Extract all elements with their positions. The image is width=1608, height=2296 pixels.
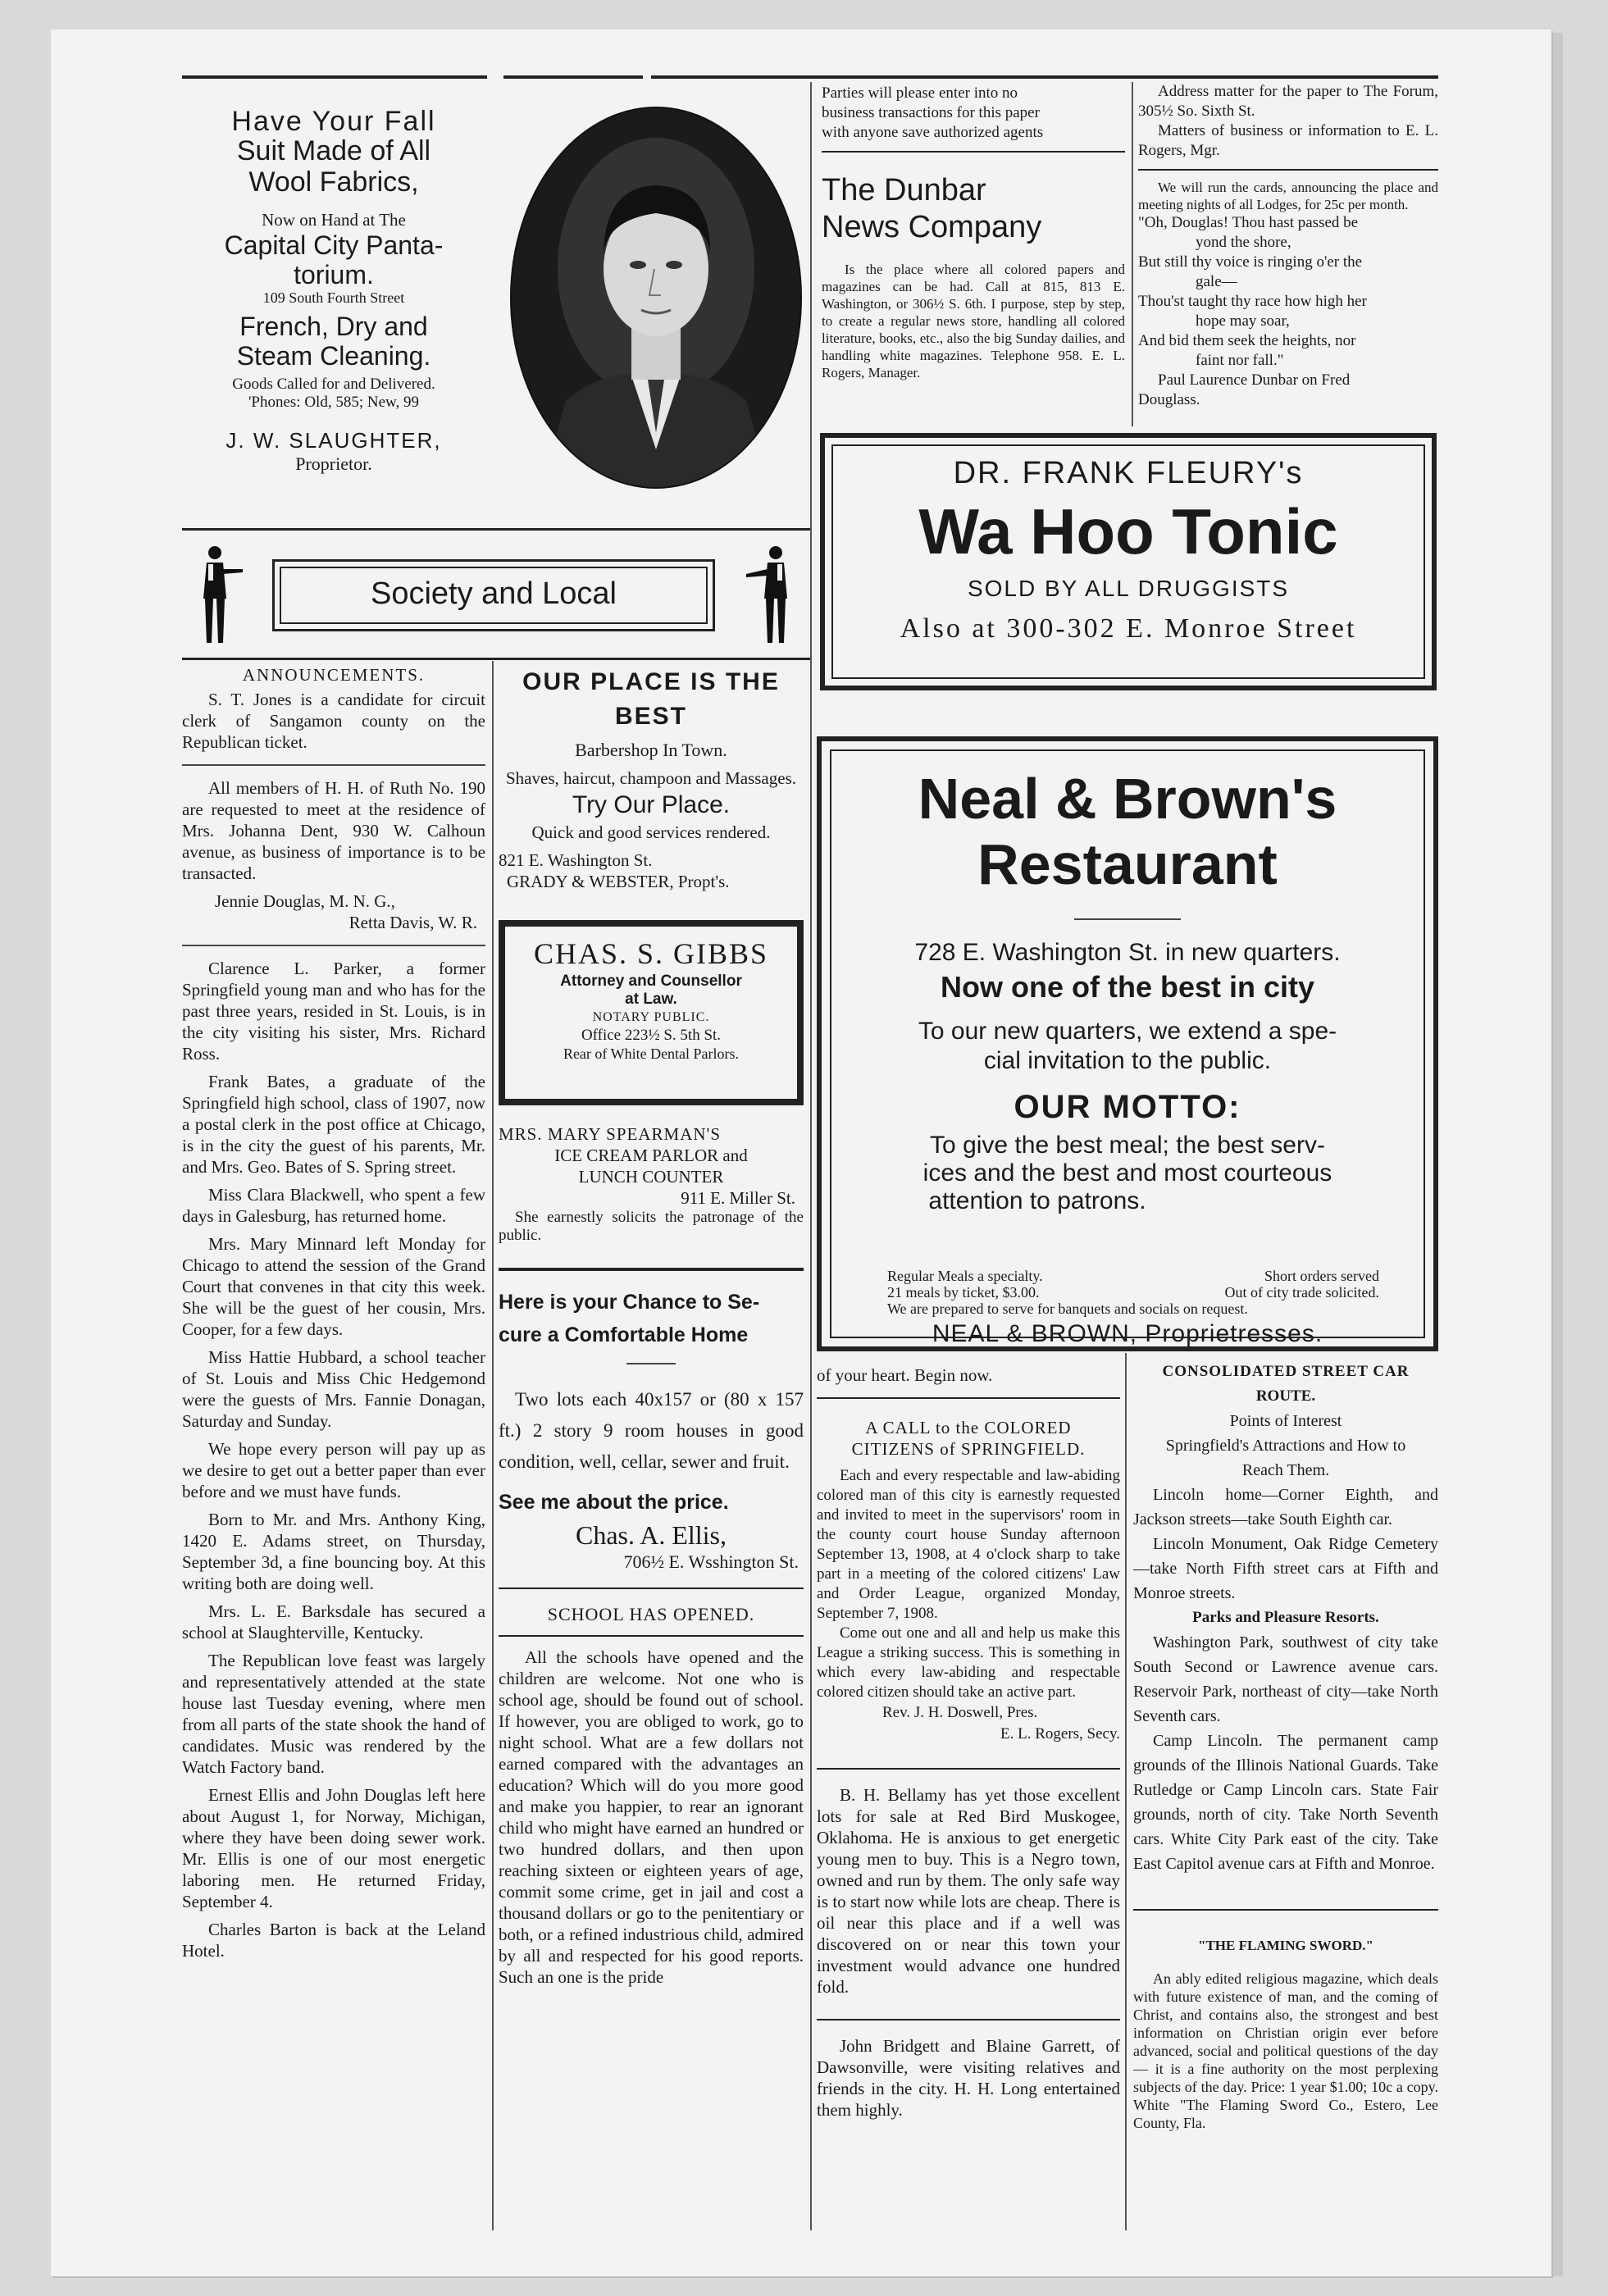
restaurant-motto1: To give the best meal; the best serv- (930, 1132, 1325, 1159)
third-rule2 (817, 1768, 1120, 1770)
ad-services2: Steam Cleaning. (236, 341, 431, 371)
try-line: Try Our Place. (572, 791, 731, 818)
restaurant-small (887, 1268, 1379, 1317)
poem-line8: faint nor fall." (1196, 352, 1284, 369)
middle-rule1 (499, 1268, 804, 1271)
barber-addr: 821 E. Washington St. (499, 850, 653, 870)
restaurant-now: Now one of the best in city (940, 970, 1315, 1004)
restaurant-invite2: cial invitation to the public. (983, 1047, 1272, 1074)
ad-company2: torium. (294, 260, 374, 289)
top-rule-left (182, 75, 487, 79)
call-heading: A CALL to the COLORED CITIZENS of SPRINGFIELD. (851, 1418, 1086, 1459)
tonic-ad (820, 433, 1437, 690)
streetcar-sub2: Springfield's Attractions and How to (1165, 1437, 1406, 1455)
society-sep2 (182, 945, 485, 946)
lots-text: Two lots each 40x157 or (80 x 157 ft.) 2 story 9 room houses in good condition, well, cellar, sewer and fruit. (499, 1389, 804, 1472)
forum-rule (1138, 169, 1438, 171)
society-sep1 (182, 764, 485, 766)
gibbs-title2: at Law. (625, 991, 677, 1008)
ad-goods2: 'Phones: Old, 585; New, 99 (248, 394, 420, 411)
dunbar-body: Is the place where all colored papers and magazines can be had. Call at 815, 813 E. Washington, or 306½ S. 6th. I purpose, step by step, to create a regular news store, handling all colored literature, books, etc., also the big Sunday dailies, and handling white magazines. Telephone 958. E. L. Rogers, Manager. (822, 262, 1125, 380)
gibbs-name: CHAS. S. GIBBS (533, 937, 769, 970)
page-edge (1551, 33, 1563, 2276)
parks-heading: Parks and Pleasure Resorts. (1192, 1609, 1379, 1626)
bellamy-item: B. H. Bellamy has yet those excellent lots for sale at Red Bird Muskogee, Oklahoma. He is anxious to get energetic young men to buy. This is a Negro town, owned and run by them. The only safe way is to start now while lots are cheap. There is oil near this place and if a well was discovered on or near this town your investment would advance one hundred fold. (817, 1785, 1120, 1997)
restaurant-reg4: Out of city trade solicited. (1224, 1284, 1379, 1301)
quick-line: Quick and good services rendered. (531, 822, 771, 842)
call-text2: Come out one and all and help us make this League a striking success. This is something in which every law-abiding and respectable colored citizen should take an active part. (817, 1624, 1120, 1701)
restaurant-rule1 (1074, 918, 1181, 920)
call-sig2: E. L. Rogers, Secy. (1000, 1725, 1120, 1742)
notice-rule (822, 151, 1125, 153)
restaurant-reg5: We are prepared to serve for banquets and socials on request. (887, 1301, 1248, 1317)
ad-address: 109 South Fourth Street (262, 289, 405, 306)
notice-line2: business transactions for this paper (822, 104, 1040, 121)
tonic-line3: SOLD BY ALL DRUGGISTS (967, 576, 1290, 601)
tonic-line2: Wa Hoo Tonic (918, 495, 1338, 567)
gibbs-right-bar (789, 927, 804, 1099)
ad-owner-title: Proprietor. (295, 453, 372, 474)
king-item: Born to Mr. and Mrs. Anthony King, 1420 E. Adams street, on Thursday, September 3d, a fine bouncing boy. At this writing both are doing well. (182, 1510, 485, 1593)
place-line2: BEST (614, 703, 687, 730)
restaurant-title1: Neal & Brown's (918, 767, 1337, 831)
ad-now-on-hand: Now on Hand at The (262, 210, 406, 230)
ad-line3: Wool Fabrics, (248, 166, 419, 198)
poem-line7: And bid them seek the heights, nor (1138, 332, 1356, 349)
restaurant-ad-text (822, 766, 1433, 1347)
restaurant-reg3: 21 meals by ticket, $3.00. (887, 1284, 1040, 1301)
lincoln-home: Lincoln home—Corner Eighth, and Jackson streets—take South Eighth car. (1133, 1486, 1438, 1528)
fourth-column (1133, 1360, 1438, 2132)
ruth-item: All members of H. H. of Ruth No. 190 are requested to meet at the residence of Mrs. Johanna Dent, 930 W. Calhoun avenue, as business of importance is to be transacted. (182, 778, 485, 883)
streetcar-sub1: Points of Interest (1229, 1412, 1342, 1430)
society-title-box (272, 559, 715, 631)
ruth-sign2: Retta Davis, W. R. (348, 913, 477, 932)
gibbs-notary: NOTARY PUBLIC. (592, 1010, 710, 1024)
ad-company1: Capital City Panta- (224, 230, 444, 260)
middle-column (499, 666, 804, 1988)
spearman-line3: LUNCH COUNTER (578, 1167, 724, 1187)
forum-p1: Address matter for the paper to The Forum, 305½ So. Sixth St. (1138, 83, 1438, 120)
bates-item: Frank Bates, a graduate of the Springfield high school, class of 1907, now a postal clerk in the post office at Chicago, is in the city the guest of his parents, Mr. and Mrs. Geo. Bates of S. Spring street. (182, 1072, 485, 1177)
shaves-line: Shaves, haircut, champoon and Massages. (506, 768, 796, 788)
portrait-photo (508, 105, 804, 490)
col-divider-3 (1125, 1353, 1127, 2230)
poem-line4: gale— (1196, 273, 1237, 290)
place-line1: OUR PLACE IS THE (522, 668, 780, 695)
sword-heading: "THE FLAMING SWORD." (1198, 1938, 1373, 1953)
restaurant-addr: 728 E. Washington St. in new quarters. (914, 939, 1341, 966)
streetcar-heading2: ROUTE. (1255, 1387, 1316, 1405)
middle-rule3 (499, 1635, 804, 1637)
ad-services1: French, Dry and (239, 312, 428, 341)
spearman-line2: ICE CREAM PARLOR and (554, 1146, 748, 1165)
forum-p2: Matters of business or information to E. L. Rogers, Mgr. (1138, 122, 1438, 159)
chas-ellis: Chas. A. Ellis, (575, 1520, 727, 1550)
restaurant-motto: OUR MOTTO: (1014, 1089, 1241, 1125)
school-heading: SCHOOL HAS OPENED. (547, 1604, 755, 1624)
restaurant-motto2: ices and the best and most courteous (922, 1159, 1332, 1187)
blackwell-item: Miss Clara Blackwell, who spent a few days in Galesburg, has returned home. (182, 1185, 485, 1226)
streetcar-heading1: CONSOLIDATED STREET CAR (1162, 1363, 1410, 1380)
top-rule-right (651, 75, 1438, 79)
society-header (182, 533, 812, 654)
dunbar-title2: News Company (822, 210, 1042, 244)
top-rule-mid (503, 75, 643, 79)
parker-item: Clarence L. Parker, a former Springfield young man and who has for the past three years, resided in St. Louis, is in the city visiting his sister, Mrs. Richard Ross. (182, 959, 485, 1064)
camp-lincoln: Camp Lincoln. The permanent camp grounds of the Illinois National Guards. Take Rutledge or Camp Lincoln cars. State Fair grounds, north of city. Take North Seventh cars. White City Park east of the city. Take East Capitol avenue cars at Fifth and Monroe. (1133, 1732, 1438, 1873)
minnard-item: Mrs. Mary Minnard left Monday for Chicago to attend the session of the Grand Court that convenes in that city this week. She will be the guest of her cousin, Mrs. Cooper, for a few days. (182, 1234, 485, 1339)
chance-line2: cure a Comfortable Home (499, 1323, 749, 1346)
poem-attrib1: Paul Laurence Dunbar on Fred (1158, 371, 1351, 389)
spearman-line4: 911 E. Miller St. (681, 1188, 795, 1208)
chas-ellis-addr: 706½ E. Wsshington St. (623, 1551, 799, 1572)
poem-line3: But still thy voice is ringing o'er the (1138, 253, 1363, 271)
hubbard-item: Miss Hattie Hubbard, a school teacher of St. Louis and Miss Chic Hedgemond were the guests of Mrs. Fannie Donagan, Saturday and Sunday. (182, 1347, 485, 1431)
restaurant-owners: NEAL & BROWN, Proprietresses. (932, 1320, 1323, 1347)
society-title: Society and Local (371, 576, 617, 611)
poem-attrib2: Douglass. (1138, 391, 1200, 408)
call-sig1: Rev. J. H. Doswell, Pres. (882, 1704, 1038, 1721)
waiter-left-icon (190, 541, 248, 648)
fourth-rule (1133, 1909, 1438, 1911)
restaurant-ad (817, 736, 1438, 1351)
gibbs-office: Office 223½ S. 5th St. (581, 1027, 722, 1044)
spearman-line1: MRS. MARY SPEARMAN'S (499, 1124, 722, 1144)
pantatorium-ad (182, 107, 485, 475)
chance-rule (626, 1363, 676, 1364)
gibbs-title1: Attorney and Counsellor (560, 973, 742, 990)
barber-props: GRADY & WEBSTER, Propt's. (507, 872, 730, 891)
restaurant-reg1: Regular Meals a specialty. (887, 1268, 1043, 1284)
poem-line5: Thou'st taught thy race how high her (1138, 293, 1367, 310)
barksdale-item: Mrs. L. E. Barksdale has secured a school at Slaughterville, Kentucky. (182, 1601, 485, 1642)
tonic-line1: DR. FRANK FLEURY's (953, 456, 1304, 490)
col-divider-top (1132, 82, 1133, 426)
third-column (817, 1364, 1120, 2121)
restaurant-title2: Restaurant (977, 832, 1278, 896)
jones-item: S. T. Jones is a candidate for circuit clerk of Sangamon county on the Republican ticket. (182, 690, 485, 752)
ad-line2: Suit Made of All (236, 135, 431, 166)
announcements-heading: ANNOUNCEMENTS. (242, 665, 426, 685)
restaurant-invite1: To our new quarters, we extend a spe- (918, 1018, 1337, 1045)
poem-line6: hope may soar, (1196, 312, 1290, 330)
col-divider-2 (810, 82, 812, 2230)
spearman-line5: She earnestly solicits the patronage of the public. (499, 1209, 804, 1244)
middle-rule2 (499, 1588, 804, 1589)
restaurant-motto3: attention to patrons. (928, 1187, 1146, 1214)
sword-text: An ably edited religious magazine, which deals with future existence of man, and the coming of Christ, and contains also, the strongest and best information on Christian origin ever before advanced, social and political questions of the day — it is a fine authority on the most perplexing subjects of the day. Price: 1 year $1.00; 10c a copy. White "The Flaming Sword Co., Estero, Lee County, Fla. (1133, 1970, 1438, 2131)
poem-line1: "Oh, Douglas! Thou hast passed be (1138, 214, 1359, 231)
dunbar-column (822, 84, 1125, 381)
school-text: All the schools have opened and the children are welcome. Not one who is school age, should be found out of school. If however, you are obliged to work, go to night school. What are a few dollars not earned compared with the advantages an education? Which will do you more good and make you happier, to rear an ignorant child who might have earned an hundred or two hundred dollars, and then upon reaching sixteen or eighteen years of age, commit some crime, get in jail and cost a thousand dollars or go to the penitentiary or both, or a refined industrious child, admired by all and respected for his good reports. Such an one is the pride (499, 1647, 804, 1987)
waiter-right-icon (735, 541, 800, 648)
ad-line1: Have Your Fall (231, 106, 436, 137)
tonic-ad-text (825, 454, 1432, 651)
notice-line3: with anyone save authorized agents (822, 124, 1044, 141)
dunbar-title1: The Dunbar (822, 173, 986, 207)
gibbs-card (499, 920, 804, 1105)
third-rule1 (817, 1397, 1120, 1399)
barton-item: Charles Barton is back at the Leland Hotel. (182, 1920, 485, 1961)
call-text: Each and every respectable and law-abiding colored man of this city is earnestly requested and invited to meet in the supervisors' room in the county court house Sunday afternoon September 13, 1908, at 4 o'clock sharp to take part in a meeting of the colored citizens' Law and Order League, organized Monday, September 7, 1908. (817, 1467, 1120, 1622)
society-bottom-rule (182, 658, 812, 660)
lincoln-monument: Lincoln Monument, Oak Ridge Cemetery—take North Fifth street cars at Fifth and Monroe streets. (1133, 1535, 1438, 1602)
feast-item: The Republican love feast was largely and representatively attended at the state house last Tuesday evening, where men from all parts of the state shook the hand of candidates. Music was rendered by the Watch Factory band. (182, 1651, 485, 1777)
bridgett-item: John Bridgett and Blaine Garrett, of Dawsonville, were visiting relatives and friends in the city. H. H. Long entertained them highly. (817, 2036, 1120, 2120)
society-column (182, 664, 485, 1968)
ad-goods1: Goods Called for and Delivered. (232, 376, 435, 393)
restaurant-small-row2 (887, 1284, 1379, 1301)
notice-line1: Parties will please enter into no (822, 84, 1018, 102)
poem-line2: yond the shore, (1196, 234, 1291, 251)
tonic-line4: Also at 300-302 E. Monroe Street (900, 613, 1357, 644)
hope-item: We hope every person will pay up as we desire to get out a better paper than ever before and we must have funds. (182, 1439, 485, 1501)
society-top-rule (182, 528, 812, 531)
gibbs-left-bar (499, 927, 513, 1099)
heart-line: of your heart. Begin now. (817, 1365, 993, 1385)
ellis-item: Ernest Ellis and John Douglas left here about August 1, for Norway, Michigan, where they have been doing sewer work. Mr. Ellis is one of our most energetic laboring men. He returned Friday, September 4. (182, 1785, 485, 1911)
forum-p3: We will run the cards, announcing the place and meeting nights of all Lodges, for 25c per month. (1138, 180, 1438, 212)
barber-line: Barbershop In Town. (575, 740, 727, 760)
restaurant-reg2: Short orders served (1264, 1268, 1379, 1284)
chance-line1: Here is your Chance to Se- (499, 1291, 760, 1314)
forum-column (1138, 82, 1438, 410)
ad-owner: J. W. SLAUGHTER, (225, 428, 442, 453)
washington-park: Washington Park, southwest of city take South Second or Lawrence avenue cars. Reservoir Park, northeast of city—take North Seventh cars. (1133, 1633, 1438, 1725)
ruth-sign1: Jennie Douglas, M. N. G., (215, 891, 395, 911)
col-divider-1 (492, 661, 494, 2230)
gibbs-rear: Rear of White Dental Parlors. (563, 1046, 740, 1062)
streetcar-sub3: Reach Them. (1241, 1461, 1330, 1479)
see-line: See me about the price. (499, 1491, 729, 1514)
third-rule3 (817, 2019, 1120, 2020)
restaurant-small-row1 (887, 1268, 1379, 1284)
